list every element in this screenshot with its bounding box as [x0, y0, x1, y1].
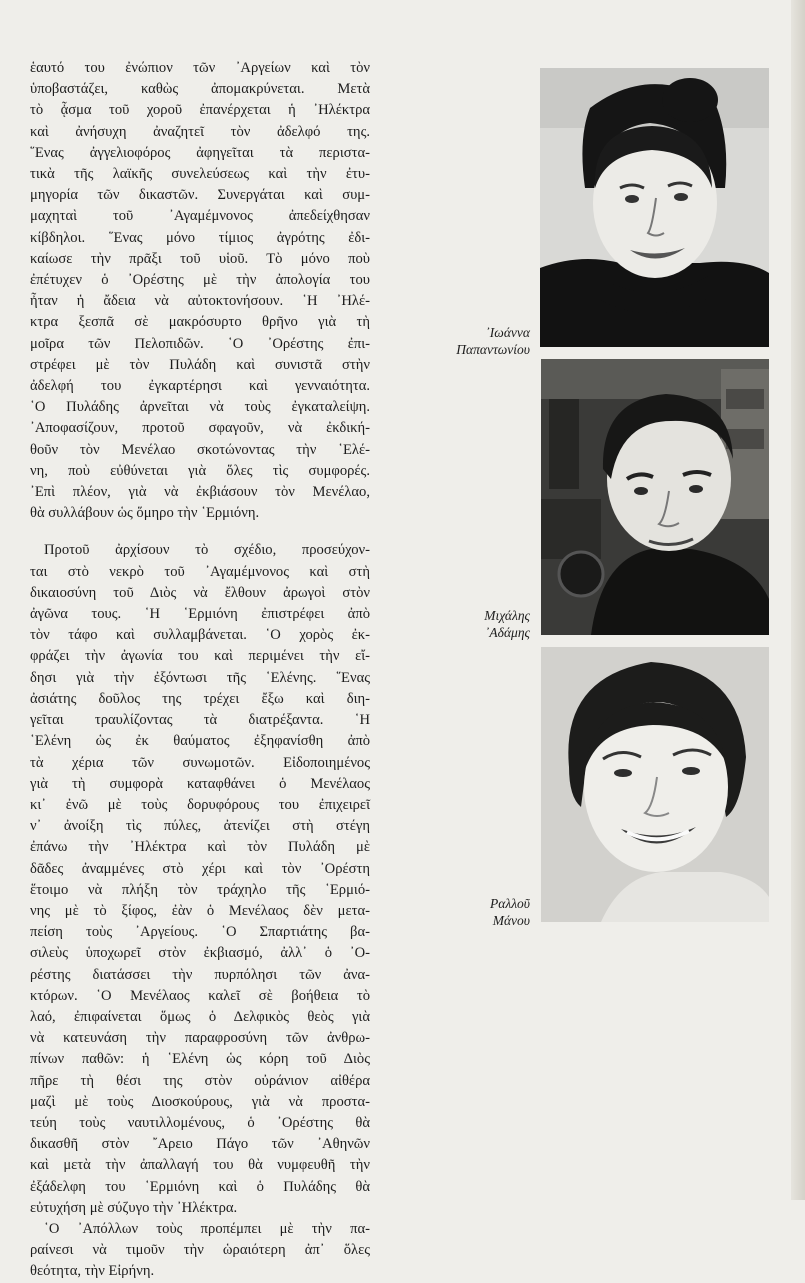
text-line: ἐπάνω τὴν ᾿Ηλέκτρα καὶ τὸν Πυλάδη μὲ [30, 839, 370, 856]
text-line: θοῦν τὸν Μενέλαο σκοτώνοντας τὴν ῾Ελέ- [30, 441, 370, 458]
text-line: κι᾿ ἐνῶ μὲ τοὺς δορυφόρους του ἐπιχειρεῖ [30, 796, 370, 813]
text-line: πῆρε τὴ θέσι της στὸν οὐράνιον αἰθέρα [30, 1072, 370, 1089]
text-line: τὰ χέρια τῶν συνωμοτῶν. Εἰδοποιημένος [30, 754, 370, 771]
text-line: ται στὸ νεκρὸ τοῦ ᾿Αγαμέμνονος καὶ στὴ [30, 563, 370, 580]
text-line: κτρα ξεσπᾶ σὲ μακρόσυρτο θρῆνο γιὰ τὴ [30, 314, 370, 331]
text-line: εὐτυχήση μὲ σύζυγο τὴν ᾿Ηλέκτρα. [30, 1199, 238, 1216]
text-line: καὶ μετὰ τὴν ἀπαλλαγή του θὰ νυμφευθῆ τὴν [30, 1157, 370, 1174]
text-line: καίωσε τὴν πρᾶξι τοῦ υἱοῦ. Τὸ μόνο ποὺ [30, 250, 370, 267]
text-line: ἐπέτυχεν ὁ ᾿Ορέστης μὲ τὴν ἀπολογία του [30, 272, 370, 289]
caption-line-second: ᾿Αδάμης [484, 625, 530, 640]
text-line: νη, ποὺ εὐθύνεται γιὰ ὅλες τὶς συμφορές. [30, 462, 370, 479]
text-line: ἦταν ἡ ἄδεια νὰ αὐτοκτονήσουν. ῾Η ᾿Ηλέ- [30, 293, 370, 310]
text-line: γεῖται τραυλίζοντας τὰ διατρέξαντα. ῾Η [30, 712, 370, 729]
text-line: ῞Ενας ἀγγελιοφόρος ἀφηγεῖται τὰ περιστα- [30, 144, 370, 161]
text-line: ῾Ελένη ὡς ἐκ θαύματος ἐξηφανίσθη ἀπὸ [30, 733, 370, 750]
text-line: ραίνεσι νὰ τιμοῦν τὴν ὡραιότερη ἀπ᾿ ὅλες [30, 1242, 370, 1259]
text-line: σιλεὺς ὑποχωρεῖ στὸν ἐκβιασμό, ἀλλ᾿ ὁ ᾿Ο- [30, 945, 370, 962]
text-line: πείση τοὺς ᾿Αργείους. ῾Ο Σπαρτιάτης βα- [30, 924, 370, 941]
caption-line-first: Ραλλοῦ [490, 896, 530, 911]
text-line: ᾿Επὶ πλέον, γιὰ νὰ ἐκβιάσουν τὸν Μενέλαο, [30, 484, 370, 501]
portrait-image-3 [541, 647, 769, 922]
text-line: μαχηταὶ τοῦ ᾿Αγαμέμνονος ἀπεδείχθησαν [30, 208, 370, 225]
text-line: θὰ συλλάβουν ὡς ὅμηρο τὴν ῾Ερμιόνη. [30, 505, 260, 522]
text-line: ῾Ο Πυλάδης ἀρνεῖται νὰ τοὺς ἐγκαταλείψη. [30, 399, 370, 416]
text-line: μηγορία τῶν δικαστῶν. Συνεργάται καὶ συμ- [30, 187, 370, 204]
text-line: ν᾿ ἀνοίξη τὶς πύλες, ἀτενίζει στὴ στέγη [30, 818, 370, 835]
text-line: τεύη τοὺς ναυτιλλομένους, ὁ ᾿Ορέστης θὰ [30, 1114, 370, 1131]
portrait-photo-michalis-adamis [541, 359, 769, 635]
caption-line-first: ᾿Ιωάννα [485, 325, 530, 340]
text-line: μαζὶ μὲ τοὺς Διοσκούρους, γιὰ νὰ προστα- [30, 1093, 370, 1110]
portrait-photo-ioanna-papantoniou [540, 68, 769, 347]
text-line: ἑαυτό του ἐνώπιον τῶν ᾿Αργείων καὶ τὸν [30, 60, 370, 76]
text-line: θεότητα, τὴν Εἰρήνη. [30, 1263, 155, 1280]
text-line: στρέφει μὲ τὸν Πυλάδη καὶ συνιστᾶ στὴν [30, 356, 370, 373]
text-line: ἀσιάτης δοῦλος της τρέχει ἔξω καὶ διη- [30, 690, 370, 707]
text-line: ἐξάδελφη του ῾Ερμιόνη καὶ ὁ Πυλάδης θὰ [30, 1178, 370, 1195]
caption-line-second: Μάνου [492, 913, 530, 928]
caption-rallou-manou [410, 895, 530, 929]
text-line: καὶ ἀνήσυχη ἀναζητεῖ τὸν ἀδελφό της. [30, 123, 370, 140]
caption-line-second: Παπαντωνίου [456, 342, 530, 357]
article-paragraph-3 [30, 1219, 370, 1283]
text-line: φράζει τὴν ἀγωνία του καὶ περιμένει τὴν εἴ- [30, 648, 370, 665]
text-line: κτόρων. ῾Ο Μενέλαος καλεῖ σὲ βοήθεια τὸ [30, 987, 370, 1004]
text-line: ἀδελφή του ἐγκαρτέρησι καὶ γενναιότητα. [30, 378, 370, 395]
text-line: ρέστης διατάσσει τὴν πυρπόλησι τῶν ἀνα- [30, 966, 370, 983]
text-line: πίνων παθῶν: ἡ ῾Ελένη ὡς κόρη τοῦ Διὸς [30, 1051, 370, 1068]
text-line: δᾶδες ἀναμμένες στὸ χέρι καὶ τὸν ᾿Ορέστη [30, 860, 370, 877]
text-line: δικαιοσύνη τοῦ Διὸς νὰ ἔλθουν ἀρωγοὶ στὸν [30, 584, 370, 601]
text-line: νης μὲ τὸ ξίφος, ἐὰν ὁ Μενέλαος δὲν μετα- [30, 902, 370, 919]
caption-michalis-adamis [410, 607, 530, 641]
text-line: τὸ ᾆσμα τοῦ χοροῦ ἐπανέρχεται ἡ ᾿Ηλέκτρα [30, 102, 370, 119]
portrait-image-2 [541, 359, 769, 635]
text-line: λαό, ἐπιφαίνεται ὅμως ὁ Δελφικὸς θεὸς γιὰ [30, 1008, 370, 1025]
text-line: μοῖρα τῶν Πελοπιδῶν. ῾Ο ᾿Ορέστης ἐπι- [30, 335, 370, 352]
text-line: δικασθῆ στὸν ῎Αρειο Πάγο τῶν ᾿Αθηνῶν [30, 1136, 370, 1153]
text-line: τὸν τάφο καὶ συλλαμβάνεται. ῾Ο χορὸς ἐκ- [30, 627, 370, 644]
caption-line-first: Μιχάλης [484, 608, 530, 623]
text-line: Προτοῦ ἀρχίσουν τὸ σχέδιο, προσεύχον- [44, 542, 370, 559]
text-line: ὑποβαστάζει, καθὼς ἀπομακρύνεται. Μετὰ [30, 81, 370, 98]
article-paragraph-1 [30, 58, 370, 524]
text-line: δησι γιὰ τὴν ἐξόντωσι τῆς ῾Ελένης. ῞Ενας [30, 669, 370, 686]
article-paragraph-2 [30, 540, 370, 1219]
article-text-column [30, 58, 370, 1283]
caption-ioanna-papantoniou [410, 324, 530, 358]
text-line: ᾿Αποφασίζουν, προτοῦ σφαγοῦν, νὰ ἐκδική- [30, 420, 370, 437]
text-line: κίβδηλοι. ῞Ενας μόνο τίμιος ἀγρότης ἐδι- [30, 229, 370, 246]
portrait-photo-rallou-manou [541, 647, 769, 922]
text-line: γιὰ τὴ συμφορὰ καταφθάνει ὁ Μενέλαος [30, 775, 370, 792]
text-line: νὰ κατευνάση τὴν παραφροσύνη τῶν ἀνθρω- [30, 1030, 370, 1047]
portrait-image-1 [540, 68, 769, 347]
text-line: ῾Ο ᾿Απόλλων τοὺς προπέμπει μὲ τὴν πα- [44, 1220, 370, 1237]
page-edge [791, 0, 805, 1200]
text-line: ἕτοιμο νὰ πλήξη τὸν τράχηλο τῆς ῾Ερμιό- [30, 881, 370, 898]
text-line: τικὰ τῆς λαϊκῆς συνελεύσεως καὶ τὴν ἐτυ- [30, 166, 370, 183]
text-line: ἀγῶνα τους. ῾Η ῾Ερμιόνη ἐπιστρέφει ἀπὸ [30, 606, 370, 623]
